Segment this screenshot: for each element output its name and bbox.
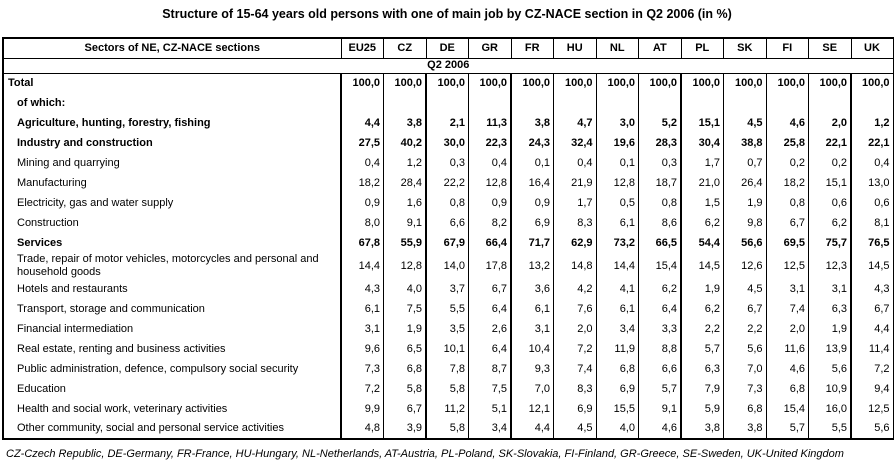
value-cell-se: [809, 93, 852, 113]
value-cell-fr: 3,6: [511, 279, 554, 299]
value-cell-cz: 5,8: [384, 379, 427, 399]
value-cell-hu: 21,9: [554, 173, 597, 193]
value-cell-at: 8,8: [639, 339, 682, 359]
column-header-gr: GR: [469, 38, 512, 58]
table-body: [3, 73, 894, 439]
value-cell-fi: 5,7: [766, 419, 809, 439]
value-cell-at: 100,0: [639, 73, 682, 93]
table-row: [3, 279, 894, 299]
value-cell-nl: 0,5: [596, 193, 639, 213]
value-cell-eu25: 4,3: [341, 279, 384, 299]
value-cell-nl: 4,0: [596, 419, 639, 439]
value-cell-de: 6,6: [426, 213, 469, 233]
value-cell-cz: 1,6: [384, 193, 427, 213]
value-cell-eu25: 18,2: [341, 173, 384, 193]
value-cell-pl: 30,4: [681, 133, 724, 153]
table-row: [3, 233, 894, 253]
value-cell-fr: 0,9: [511, 193, 554, 213]
table-row: [3, 153, 894, 173]
value-cell-cz: 6,8: [384, 359, 427, 379]
value-cell-fr: 3,1: [511, 319, 554, 339]
value-cell-uk: 13,0: [851, 173, 894, 193]
value-cell-gr: 8,2: [469, 213, 512, 233]
value-cell-at: 9,1: [639, 399, 682, 419]
row-label: Services: [3, 233, 341, 253]
value-cell-at: 66,5: [639, 233, 682, 253]
value-cell-pl: 1,9: [681, 279, 724, 299]
column-header-sk: SK: [724, 38, 767, 58]
value-cell-uk: 22,1: [851, 133, 894, 153]
table-row: [3, 339, 894, 359]
value-cell-sk: 7,0: [724, 359, 767, 379]
table-row: [3, 173, 894, 193]
value-cell-nl: [596, 93, 639, 113]
value-cell-uk: 0,4: [851, 153, 894, 173]
value-cell-pl: 2,2: [681, 319, 724, 339]
column-header-hu: HU: [554, 38, 597, 58]
value-cell-at: 0,8: [639, 193, 682, 213]
row-label: Industry and construction: [3, 133, 341, 153]
value-cell-pl: [681, 93, 724, 113]
value-cell-hu: 4,7: [554, 113, 597, 133]
value-cell-nl: 11,9: [596, 339, 639, 359]
value-cell-gr: 6,4: [469, 339, 512, 359]
value-cell-de: 11,2: [426, 399, 469, 419]
value-cell-se: 2,0: [809, 113, 852, 133]
value-cell-sk: 26,4: [724, 173, 767, 193]
value-cell-at: [639, 93, 682, 113]
value-cell-se: 10,9: [809, 379, 852, 399]
column-header-pl: PL: [681, 38, 724, 58]
value-cell-fr: 16,4: [511, 173, 554, 193]
value-cell-sk: 1,9: [724, 193, 767, 213]
table-row: [3, 379, 894, 399]
value-cell-cz: 4,0: [384, 279, 427, 299]
value-cell-hu: 7,6: [554, 299, 597, 319]
value-cell-se: 6,3: [809, 299, 852, 319]
value-cell-eu25: [341, 93, 384, 113]
value-cell-at: 6,6: [639, 359, 682, 379]
value-cell-pl: 7,9: [681, 379, 724, 399]
value-cell-eu25: 0,4: [341, 153, 384, 173]
value-cell-nl: 15,5: [596, 399, 639, 419]
value-cell-hu: 1,7: [554, 193, 597, 213]
value-cell-de: 22,2: [426, 173, 469, 193]
value-cell-cz: 1,2: [384, 153, 427, 173]
value-cell-gr: 17,8: [469, 253, 512, 279]
value-cell-sk: 12,6: [724, 253, 767, 279]
value-cell-hu: 8,3: [554, 379, 597, 399]
value-cell-eu25: 3,1: [341, 319, 384, 339]
value-cell-sk: 2,2: [724, 319, 767, 339]
value-cell-at: 15,4: [639, 253, 682, 279]
value-cell-hu: 100,0: [554, 73, 597, 93]
value-cell-eu25: 9,9: [341, 399, 384, 419]
row-label: Other community, social and personal service activities: [3, 419, 341, 439]
value-cell-cz: 3,9: [384, 419, 427, 439]
value-cell-cz: 100,0: [384, 73, 427, 93]
value-cell-sk: 3,8: [724, 419, 767, 439]
value-cell-fi: 4,6: [766, 359, 809, 379]
value-cell-at: 6,4: [639, 299, 682, 319]
value-cell-uk: 14,5: [851, 253, 894, 279]
value-cell-hu: 4,2: [554, 279, 597, 299]
value-cell-fi: 0,2: [766, 153, 809, 173]
value-cell-fi: 2,0: [766, 319, 809, 339]
value-cell-se: 100,0: [809, 73, 852, 93]
value-cell-fr: 13,2: [511, 253, 554, 279]
value-cell-fi: 25,8: [766, 133, 809, 153]
column-header-cz: CZ: [384, 38, 427, 58]
value-cell-eu25: 9,6: [341, 339, 384, 359]
value-cell-de: 10,1: [426, 339, 469, 359]
value-cell-cz: 6,7: [384, 399, 427, 419]
value-cell-eu25: 4,4: [341, 113, 384, 133]
value-cell-hu: 0,4: [554, 153, 597, 173]
value-cell-de: 3,7: [426, 279, 469, 299]
table-row: [3, 113, 894, 133]
value-cell-at: 8,6: [639, 213, 682, 233]
value-cell-gr: [469, 93, 512, 113]
value-cell-hu: [554, 93, 597, 113]
value-cell-nl: 6,9: [596, 379, 639, 399]
value-cell-de: 14,0: [426, 253, 469, 279]
value-cell-uk: 0,6: [851, 193, 894, 213]
column-header-at: AT: [639, 38, 682, 58]
value-cell-cz: 55,9: [384, 233, 427, 253]
value-cell-gr: 5,1: [469, 399, 512, 419]
value-cell-de: 100,0: [426, 73, 469, 93]
value-cell-se: 6,2: [809, 213, 852, 233]
value-cell-cz: 12,8: [384, 253, 427, 279]
column-header-fi: FI: [766, 38, 809, 58]
row-label: Construction: [3, 213, 341, 233]
value-cell-de: 2,1: [426, 113, 469, 133]
value-cell-cz: [384, 93, 427, 113]
value-cell-se: 13,9: [809, 339, 852, 359]
value-cell-sk: 5,6: [724, 339, 767, 359]
value-cell-de: [426, 93, 469, 113]
value-cell-se: 0,6: [809, 193, 852, 213]
value-cell-sk: 0,7: [724, 153, 767, 173]
value-cell-hu: 7,2: [554, 339, 597, 359]
value-cell-sk: 7,3: [724, 379, 767, 399]
value-cell-uk: [851, 93, 894, 113]
column-header-uk: UK: [851, 38, 894, 58]
value-cell-se: 16,0: [809, 399, 852, 419]
table-row: [3, 359, 894, 379]
value-cell-at: 28,3: [639, 133, 682, 153]
value-cell-cz: 40,2: [384, 133, 427, 153]
value-cell-hu: 8,3: [554, 213, 597, 233]
row-label: Mining and quarrying: [3, 153, 341, 173]
table-row: [3, 319, 894, 339]
row-label: Real estate, renting and business activities: [3, 339, 341, 359]
value-cell-cz: 7,5: [384, 299, 427, 319]
value-cell-se: 12,3: [809, 253, 852, 279]
value-cell-pl: 14,5: [681, 253, 724, 279]
value-cell-sk: 6,8: [724, 399, 767, 419]
value-cell-pl: 15,1: [681, 113, 724, 133]
value-cell-gr: 7,5: [469, 379, 512, 399]
value-cell-uk: 7,2: [851, 359, 894, 379]
value-cell-fr: 71,7: [511, 233, 554, 253]
value-cell-nl: 6,1: [596, 299, 639, 319]
value-cell-gr: 11,3: [469, 113, 512, 133]
value-cell-pl: 6,2: [681, 299, 724, 319]
value-cell-gr: 6,4: [469, 299, 512, 319]
value-cell-uk: 100,0: [851, 73, 894, 93]
value-cell-eu25: 4,8: [341, 419, 384, 439]
value-cell-fi: 11,6: [766, 339, 809, 359]
value-cell-hu: 62,9: [554, 233, 597, 253]
value-cell-pl: 6,3: [681, 359, 724, 379]
value-cell-fi: 69,5: [766, 233, 809, 253]
value-cell-pl: 21,0: [681, 173, 724, 193]
row-label: Electricity, gas and water supply: [3, 193, 341, 213]
value-cell-at: 5,2: [639, 113, 682, 133]
value-cell-fi: 100,0: [766, 73, 809, 93]
value-cell-fi: 3,1: [766, 279, 809, 299]
value-cell-cz: 3,8: [384, 113, 427, 133]
column-header-nl: NL: [596, 38, 639, 58]
value-cell-de: 67,9: [426, 233, 469, 253]
row-label: Financial intermediation: [3, 319, 341, 339]
value-cell-de: 3,5: [426, 319, 469, 339]
value-cell-de: 5,5: [426, 299, 469, 319]
value-cell-fi: 6,7: [766, 213, 809, 233]
value-cell-se: 22,1: [809, 133, 852, 153]
value-cell-eu25: 100,0: [341, 73, 384, 93]
value-cell-se: 5,6: [809, 359, 852, 379]
value-cell-nl: 0,1: [596, 153, 639, 173]
value-cell-uk: 6,7: [851, 299, 894, 319]
table-row: [3, 133, 894, 153]
value-cell-fr: 24,3: [511, 133, 554, 153]
value-cell-gr: 66,4: [469, 233, 512, 253]
value-cell-uk: 9,4: [851, 379, 894, 399]
row-label: Public administration, defence, compulsory social security: [3, 359, 341, 379]
value-cell-at: 4,6: [639, 419, 682, 439]
value-cell-nl: 4,1: [596, 279, 639, 299]
value-cell-fr: 0,1: [511, 153, 554, 173]
value-cell-uk: 12,5: [851, 399, 894, 419]
column-header-se: SE: [809, 38, 852, 58]
value-cell-cz: 9,1: [384, 213, 427, 233]
value-cell-fr: 10,4: [511, 339, 554, 359]
value-cell-se: 1,9: [809, 319, 852, 339]
value-cell-se: 75,7: [809, 233, 852, 253]
value-cell-nl: 14,4: [596, 253, 639, 279]
value-cell-eu25: 7,2: [341, 379, 384, 399]
value-cell-eu25: 8,0: [341, 213, 384, 233]
value-cell-uk: 4,3: [851, 279, 894, 299]
value-cell-de: 5,8: [426, 419, 469, 439]
value-cell-gr: 100,0: [469, 73, 512, 93]
column-header-row: [3, 38, 894, 58]
value-cell-uk: 76,5: [851, 233, 894, 253]
country-codes-footnote: CZ-Czech Republic, DE-Germany, FR-France, HU-Hungary, NL-Netherlands, AT-Austria, PL-Poland, SK-Slovakia, FI-Finland, GR-Greece, SE-Sweden, UK-United Kingdom: [6, 448, 844, 460]
value-cell-at: 0,3: [639, 153, 682, 173]
value-cell-gr: 0,9: [469, 193, 512, 213]
table-row: [3, 253, 894, 279]
table-row: [3, 93, 894, 113]
value-cell-pl: 1,7: [681, 153, 724, 173]
value-cell-sk: 38,8: [724, 133, 767, 153]
value-cell-pl: 5,9: [681, 399, 724, 419]
value-cell-fi: 15,4: [766, 399, 809, 419]
value-cell-gr: 22,3: [469, 133, 512, 153]
value-cell-gr: 3,4: [469, 419, 512, 439]
value-cell-hu: 32,4: [554, 133, 597, 153]
period-row: [3, 58, 894, 73]
value-cell-sk: 9,8: [724, 213, 767, 233]
value-cell-at: 6,2: [639, 279, 682, 299]
value-cell-fr: 4,4: [511, 419, 554, 439]
value-cell-hu: 6,9: [554, 399, 597, 419]
row-label: Hotels and restaurants: [3, 279, 341, 299]
value-cell-sk: 4,5: [724, 279, 767, 299]
value-cell-pl: 1,5: [681, 193, 724, 213]
column-header-fr: FR: [511, 38, 554, 58]
value-cell-hu: 7,4: [554, 359, 597, 379]
value-cell-sk: 100,0: [724, 73, 767, 93]
row-label: Trade, repair of motor vehicles, motorcycles and personal and household goods: [3, 253, 341, 279]
value-cell-de: 0,8: [426, 193, 469, 213]
value-cell-eu25: 27,5: [341, 133, 384, 153]
value-cell-uk: 11,4: [851, 339, 894, 359]
value-cell-nl: 3,0: [596, 113, 639, 133]
value-cell-uk: 1,2: [851, 113, 894, 133]
value-cell-fi: 4,6: [766, 113, 809, 133]
value-cell-fi: 6,8: [766, 379, 809, 399]
value-cell-nl: 12,8: [596, 173, 639, 193]
value-cell-eu25: 7,3: [341, 359, 384, 379]
value-cell-eu25: 67,8: [341, 233, 384, 253]
value-cell-fi: 0,8: [766, 193, 809, 213]
value-cell-de: 30,0: [426, 133, 469, 153]
row-label: of which:: [3, 93, 341, 113]
value-cell-nl: 6,8: [596, 359, 639, 379]
value-cell-hu: 2,0: [554, 319, 597, 339]
value-cell-sk: 56,6: [724, 233, 767, 253]
value-cell-pl: 3,8: [681, 419, 724, 439]
value-cell-nl: 3,4: [596, 319, 639, 339]
row-label: Health and social work, veterinary activities: [3, 399, 341, 419]
value-cell-gr: 2,6: [469, 319, 512, 339]
value-cell-nl: 100,0: [596, 73, 639, 93]
value-cell-pl: 54,4: [681, 233, 724, 253]
value-cell-fi: 12,5: [766, 253, 809, 279]
nace-structure-table: [2, 37, 894, 440]
row-label: Transport, storage and communication: [3, 299, 341, 319]
value-cell-eu25: 14,4: [341, 253, 384, 279]
value-cell-eu25: 0,9: [341, 193, 384, 213]
value-cell-se: 5,5: [809, 419, 852, 439]
value-cell-fi: 7,4: [766, 299, 809, 319]
value-cell-cz: 28,4: [384, 173, 427, 193]
value-cell-fi: 18,2: [766, 173, 809, 193]
value-cell-uk: 8,1: [851, 213, 894, 233]
value-cell-se: 15,1: [809, 173, 852, 193]
table-row: [3, 193, 894, 213]
value-cell-se: 0,2: [809, 153, 852, 173]
value-cell-gr: 6,7: [469, 279, 512, 299]
value-cell-sk: [724, 93, 767, 113]
row-label: Total: [3, 73, 341, 93]
value-cell-uk: 5,6: [851, 419, 894, 439]
value-cell-sk: 4,5: [724, 113, 767, 133]
value-cell-uk: 4,4: [851, 319, 894, 339]
value-cell-de: 5,8: [426, 379, 469, 399]
table-row: [3, 213, 894, 233]
value-cell-fr: 100,0: [511, 73, 554, 93]
value-cell-hu: 14,8: [554, 253, 597, 279]
row-label: Agriculture, hunting, forestry, fishing: [3, 113, 341, 133]
value-cell-fr: 9,3: [511, 359, 554, 379]
value-cell-nl: 19,6: [596, 133, 639, 153]
value-cell-gr: 0,4: [469, 153, 512, 173]
value-cell-cz: 1,9: [384, 319, 427, 339]
value-cell-de: 7,8: [426, 359, 469, 379]
row-label: Manufacturing: [3, 173, 341, 193]
value-cell-nl: 6,1: [596, 213, 639, 233]
value-cell-cz: 6,5: [384, 339, 427, 359]
value-cell-at: 18,7: [639, 173, 682, 193]
value-cell-fr: 3,8: [511, 113, 554, 133]
sector-column-header: Sectors of NE, CZ-NACE sections: [3, 38, 341, 58]
table-row: [3, 399, 894, 419]
value-cell-fr: 7,0: [511, 379, 554, 399]
table-row: [3, 419, 894, 439]
row-label: Education: [3, 379, 341, 399]
column-header-eu25: EU25: [341, 38, 384, 58]
value-cell-eu25: 6,1: [341, 299, 384, 319]
value-cell-fi: [766, 93, 809, 113]
value-cell-de: 0,3: [426, 153, 469, 173]
value-cell-pl: 5,7: [681, 339, 724, 359]
table-row: [3, 299, 894, 319]
value-cell-fr: [511, 93, 554, 113]
page-title: Structure of 15-64 years old persons with one of main job by CZ-NACE section in Q2 2006 (in %): [162, 7, 732, 21]
value-cell-at: 5,7: [639, 379, 682, 399]
value-cell-pl: 6,2: [681, 213, 724, 233]
value-cell-hu: 4,5: [554, 419, 597, 439]
value-cell-sk: 6,7: [724, 299, 767, 319]
value-cell-fr: 6,1: [511, 299, 554, 319]
column-header-de: DE: [426, 38, 469, 58]
value-cell-pl: 100,0: [681, 73, 724, 93]
value-cell-gr: 8,7: [469, 359, 512, 379]
table-row: [3, 73, 894, 93]
value-cell-fr: 12,1: [511, 399, 554, 419]
period-label: Q2 2006: [3, 58, 894, 73]
value-cell-gr: 12,8: [469, 173, 512, 193]
value-cell-fr: 6,9: [511, 213, 554, 233]
value-cell-nl: 73,2: [596, 233, 639, 253]
value-cell-se: 3,1: [809, 279, 852, 299]
value-cell-at: 3,3: [639, 319, 682, 339]
